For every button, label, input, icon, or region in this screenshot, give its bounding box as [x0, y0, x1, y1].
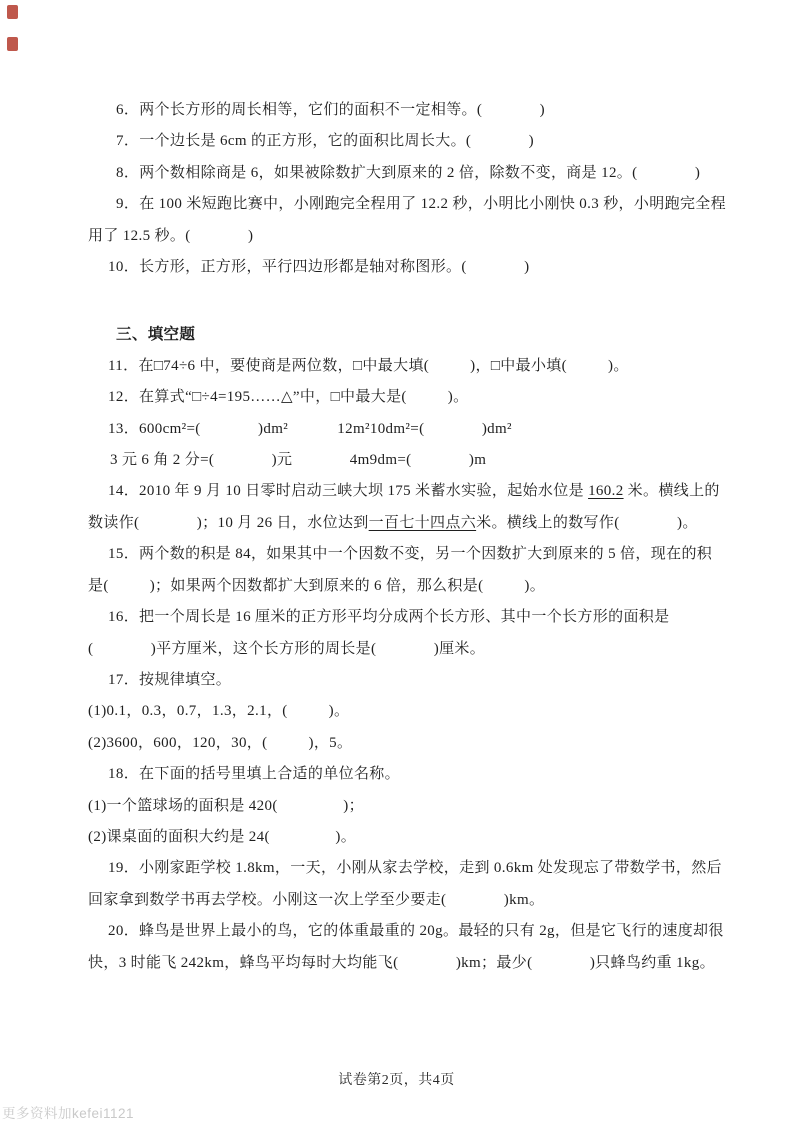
question-14-text: 数读作( )；10 月 26 日，水位达到 — [88, 514, 369, 531]
question-18-sub-1: (1)一个篮球场的面积是 420( )； — [88, 797, 364, 814]
question-14-text: 14．2010 年 9 月 10 日零时启动三峡大坝 175 米蓄水实验，起始水位是 — [108, 483, 589, 500]
question-9-line-1: 9．在 100 米短跑比赛中，小刚跑完全程用了 12.2 秒，小明比小刚快 0.3 秒，小明跑完全程 — [116, 196, 727, 213]
underlined-number-words: 一百七十四点六 — [368, 514, 477, 531]
red-stamp-icon — [7, 37, 18, 51]
question-13-line-1: 13．600cm²=( )dm² 12m²10dm²=( )dm² — [108, 420, 512, 437]
question-9-line-2: 用了 12.5 秒。( ) — [88, 227, 254, 244]
question-18: 18．在下面的括号里填上合适的单位名称。 — [108, 766, 401, 783]
question-14-line-1 — [88, 476, 728, 507]
question-11: 11．在□74÷6 中，要使商是两位数，□中最大填( )，□中最小填( )。 — [108, 357, 629, 374]
question-18-sub-2: (2)课桌面的面积大约是 24( )。 — [88, 828, 357, 845]
question-15-line-1: 15．两个数的积是 84，如果其中一个因数不变，另一个因数扩大到原来的 5 倍，现在的积 — [108, 546, 713, 563]
section-fill-blank-heading: 三、填空题 — [116, 326, 196, 344]
question-13-line-2: 3 元 6 角 2 分=( )元 4m9dm=( )m — [110, 452, 487, 469]
question-17-sub-2: (2)3600，600，120，30，( )，5。 — [88, 734, 353, 751]
question-10: 10．长方形，正方形，平行四边形都是轴对称图形。( ) — [108, 259, 530, 276]
question-20-line-1: 20．蜂鸟是世界上最小的鸟，它的体重最重的 20g。最轻的只有 2g，但是它飞行的速度却很 — [108, 923, 724, 940]
question-8: 8．两个数相除商是 6，如果被除数扩大到原来的 2 倍，除数不变，商是 12。( ) — [116, 164, 701, 181]
question-19-line-2: 回家拿到数学书再去学校。小刚这一次上学至少要走( )km。 — [88, 891, 545, 908]
red-stamp-icon — [7, 5, 18, 19]
question-19-line-1: 19．小刚家距学校 1.8km，一天，小刚从家去学校，走到 0.6km 处发现忘了带数学书，然后 — [108, 860, 722, 877]
question-14-text: 米。横线上的 — [623, 483, 720, 500]
underlined-number: 160.2 — [588, 483, 624, 500]
watermark-text: 更多资料加kefei1121 — [2, 1106, 135, 1121]
question-17-sub-1: (1)0.1，0.3，0.7，1.3，2.1，( )。 — [88, 703, 350, 720]
question-16-line-1: 16．把一个周长是 16 厘米的正方形平均分成两个长方形、其中一个长方形的面积是 — [108, 609, 670, 626]
question-16-line-2: ( )平方厘米，这个长方形的周长是( )厘米。 — [88, 640, 486, 657]
question-20-line-2: 快，3 时能飞 242km，蜂鸟平均每时大均能飞( )km；最少( )只蜂鸟约重 1kg。 — [88, 954, 715, 971]
page-footer: 试卷第2页，共4页 — [338, 1073, 455, 1088]
question-15-line-2: 是( )；如果两个因数都扩大到原来的 6 倍，那么积是( )。 — [88, 577, 546, 594]
question-14-line-2 — [88, 508, 728, 539]
question-12: 12．在算式“□÷4=195……△”中，□中最大是( )。 — [108, 389, 469, 406]
question-17: 17．按规律填空。 — [108, 671, 232, 688]
question-list — [88, 95, 728, 979]
question-6: 6．两个长方形的周长相等，它们的面积不一定相等。( ) — [116, 102, 545, 118]
question-7: 7．一个边长是 6cm 的正方形，它的面积比周长大。( ) — [116, 133, 535, 150]
question-14-text: 米。横线上的数写作( )。 — [476, 514, 698, 531]
